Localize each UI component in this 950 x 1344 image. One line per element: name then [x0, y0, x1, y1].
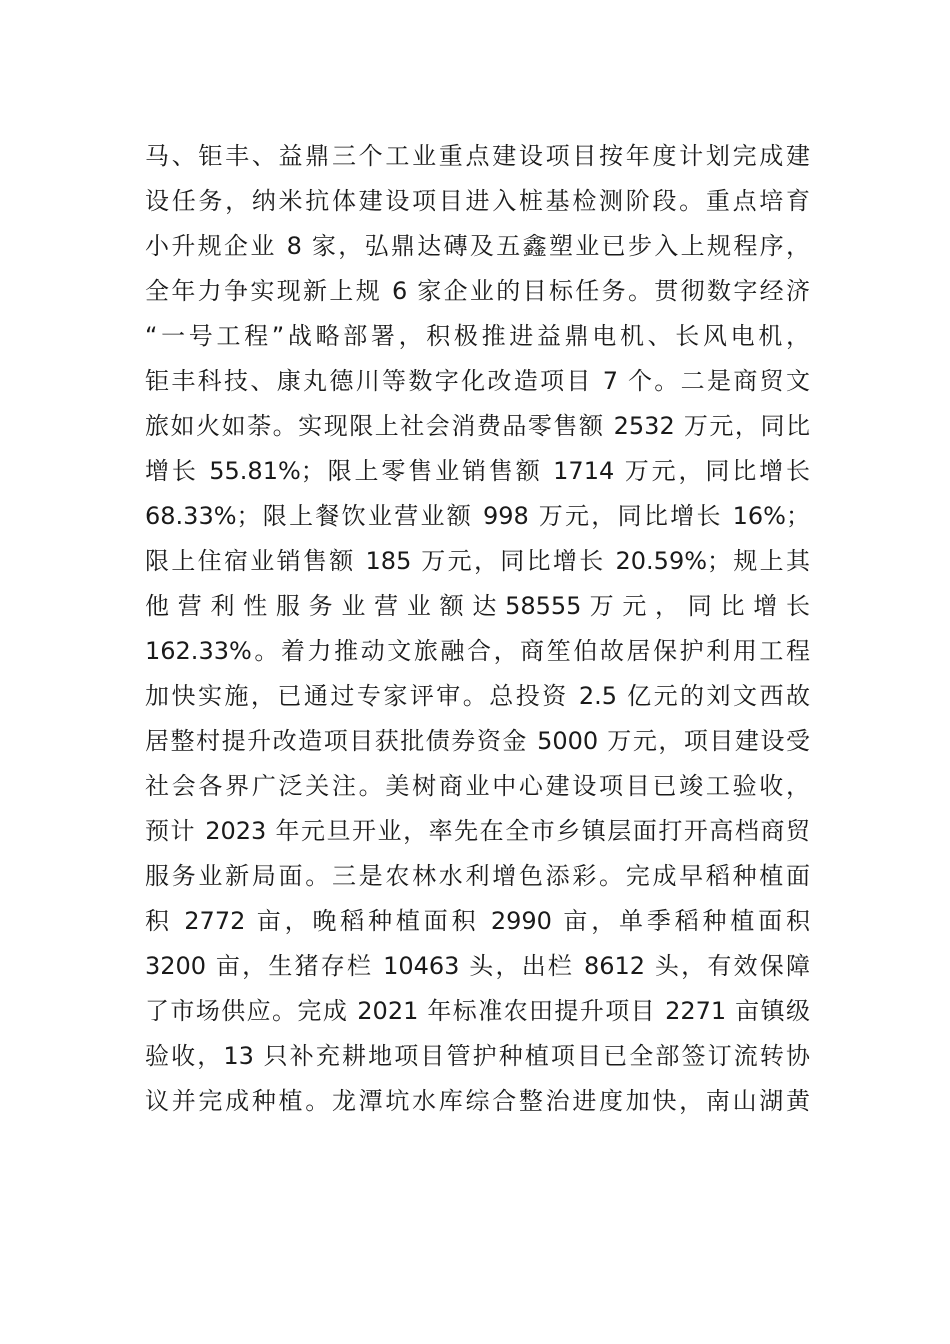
text-line: 积 2772 亩，晚稻种植面积 2990 亩，单季稻种植面积: [145, 907, 810, 935]
text-line: 加快实施，已通过专家评审。总投资 2.5 亿元的刘文西故: [145, 682, 810, 710]
text-line: 小升规企业 8 家，弘鼎达磚及五鑫塑业已步入上规程序，: [145, 232, 810, 260]
text-line: 议并完成种植。龙潭坑水库综合整治进度加快，南山湖黄: [145, 1087, 810, 1115]
text-line: 马、钜丰、益鼎三个工业重点建设项目按年度计划完成建: [145, 142, 810, 170]
text-line: 钜丰科技、康丸德川等数字化改造项目 7 个。二是商贸文: [145, 367, 810, 395]
text-line: 居整村提升改造项目获批债券资金 5000 万元，项目建设受: [145, 727, 810, 755]
text-line: 验收，13 只补充耕地项目管护种植项目已全部签订流转协: [145, 1042, 810, 1070]
text-line: 社会各界广泛关注。美树商业中心建设项目已竣工验收，: [145, 772, 810, 800]
text-line: 预计 2023 年元旦开业，率先在全市乡镇层面打开高档商贸: [145, 817, 810, 845]
text-line: 旅如火如荼。实现限上社会消费品零售额 2532 万元，同比: [145, 412, 810, 440]
text-line: 162.33%。着力推动文旅融合，商笙伯故居保护利用工程: [145, 637, 810, 665]
text-line: 了市场供应。完成 2021 年标准农田提升项目 2271 亩镇级: [145, 997, 810, 1025]
text-line: 增长 55.81%；限上零售业销售额 1714 万元，同比增长: [145, 457, 810, 485]
text-line: 限上住宿业销售额 185 万元，同比增长 20.59%；规上其: [145, 547, 810, 575]
text-line: 他 营 利 性 服 务 业 营 业 额 达 58555 万 元 ， 同 比 增 长: [145, 592, 810, 620]
body-paragraph: [145, 134, 810, 1124]
text-line: 全年力争实现新上规 6 家企业的目标任务。贯彻数字经济: [145, 277, 810, 305]
text-line: 3200 亩，生猪存栏 10463 头，出栏 8612 头，有效保障: [145, 952, 810, 980]
text-line: 服务业新局面。三是农林水利增色添彩。完成早稻种植面: [145, 862, 810, 890]
text-line: 68.33%；限上餐饮业营业额 998 万元，同比增长 16%；: [145, 502, 810, 530]
text-line: 设任务，纳米抗体建设项目进入桩基检测阶段。重点培育: [145, 187, 810, 215]
text-line: “一号工程”战略部署，积极推进益鼎电机、长风电机，: [145, 322, 810, 350]
